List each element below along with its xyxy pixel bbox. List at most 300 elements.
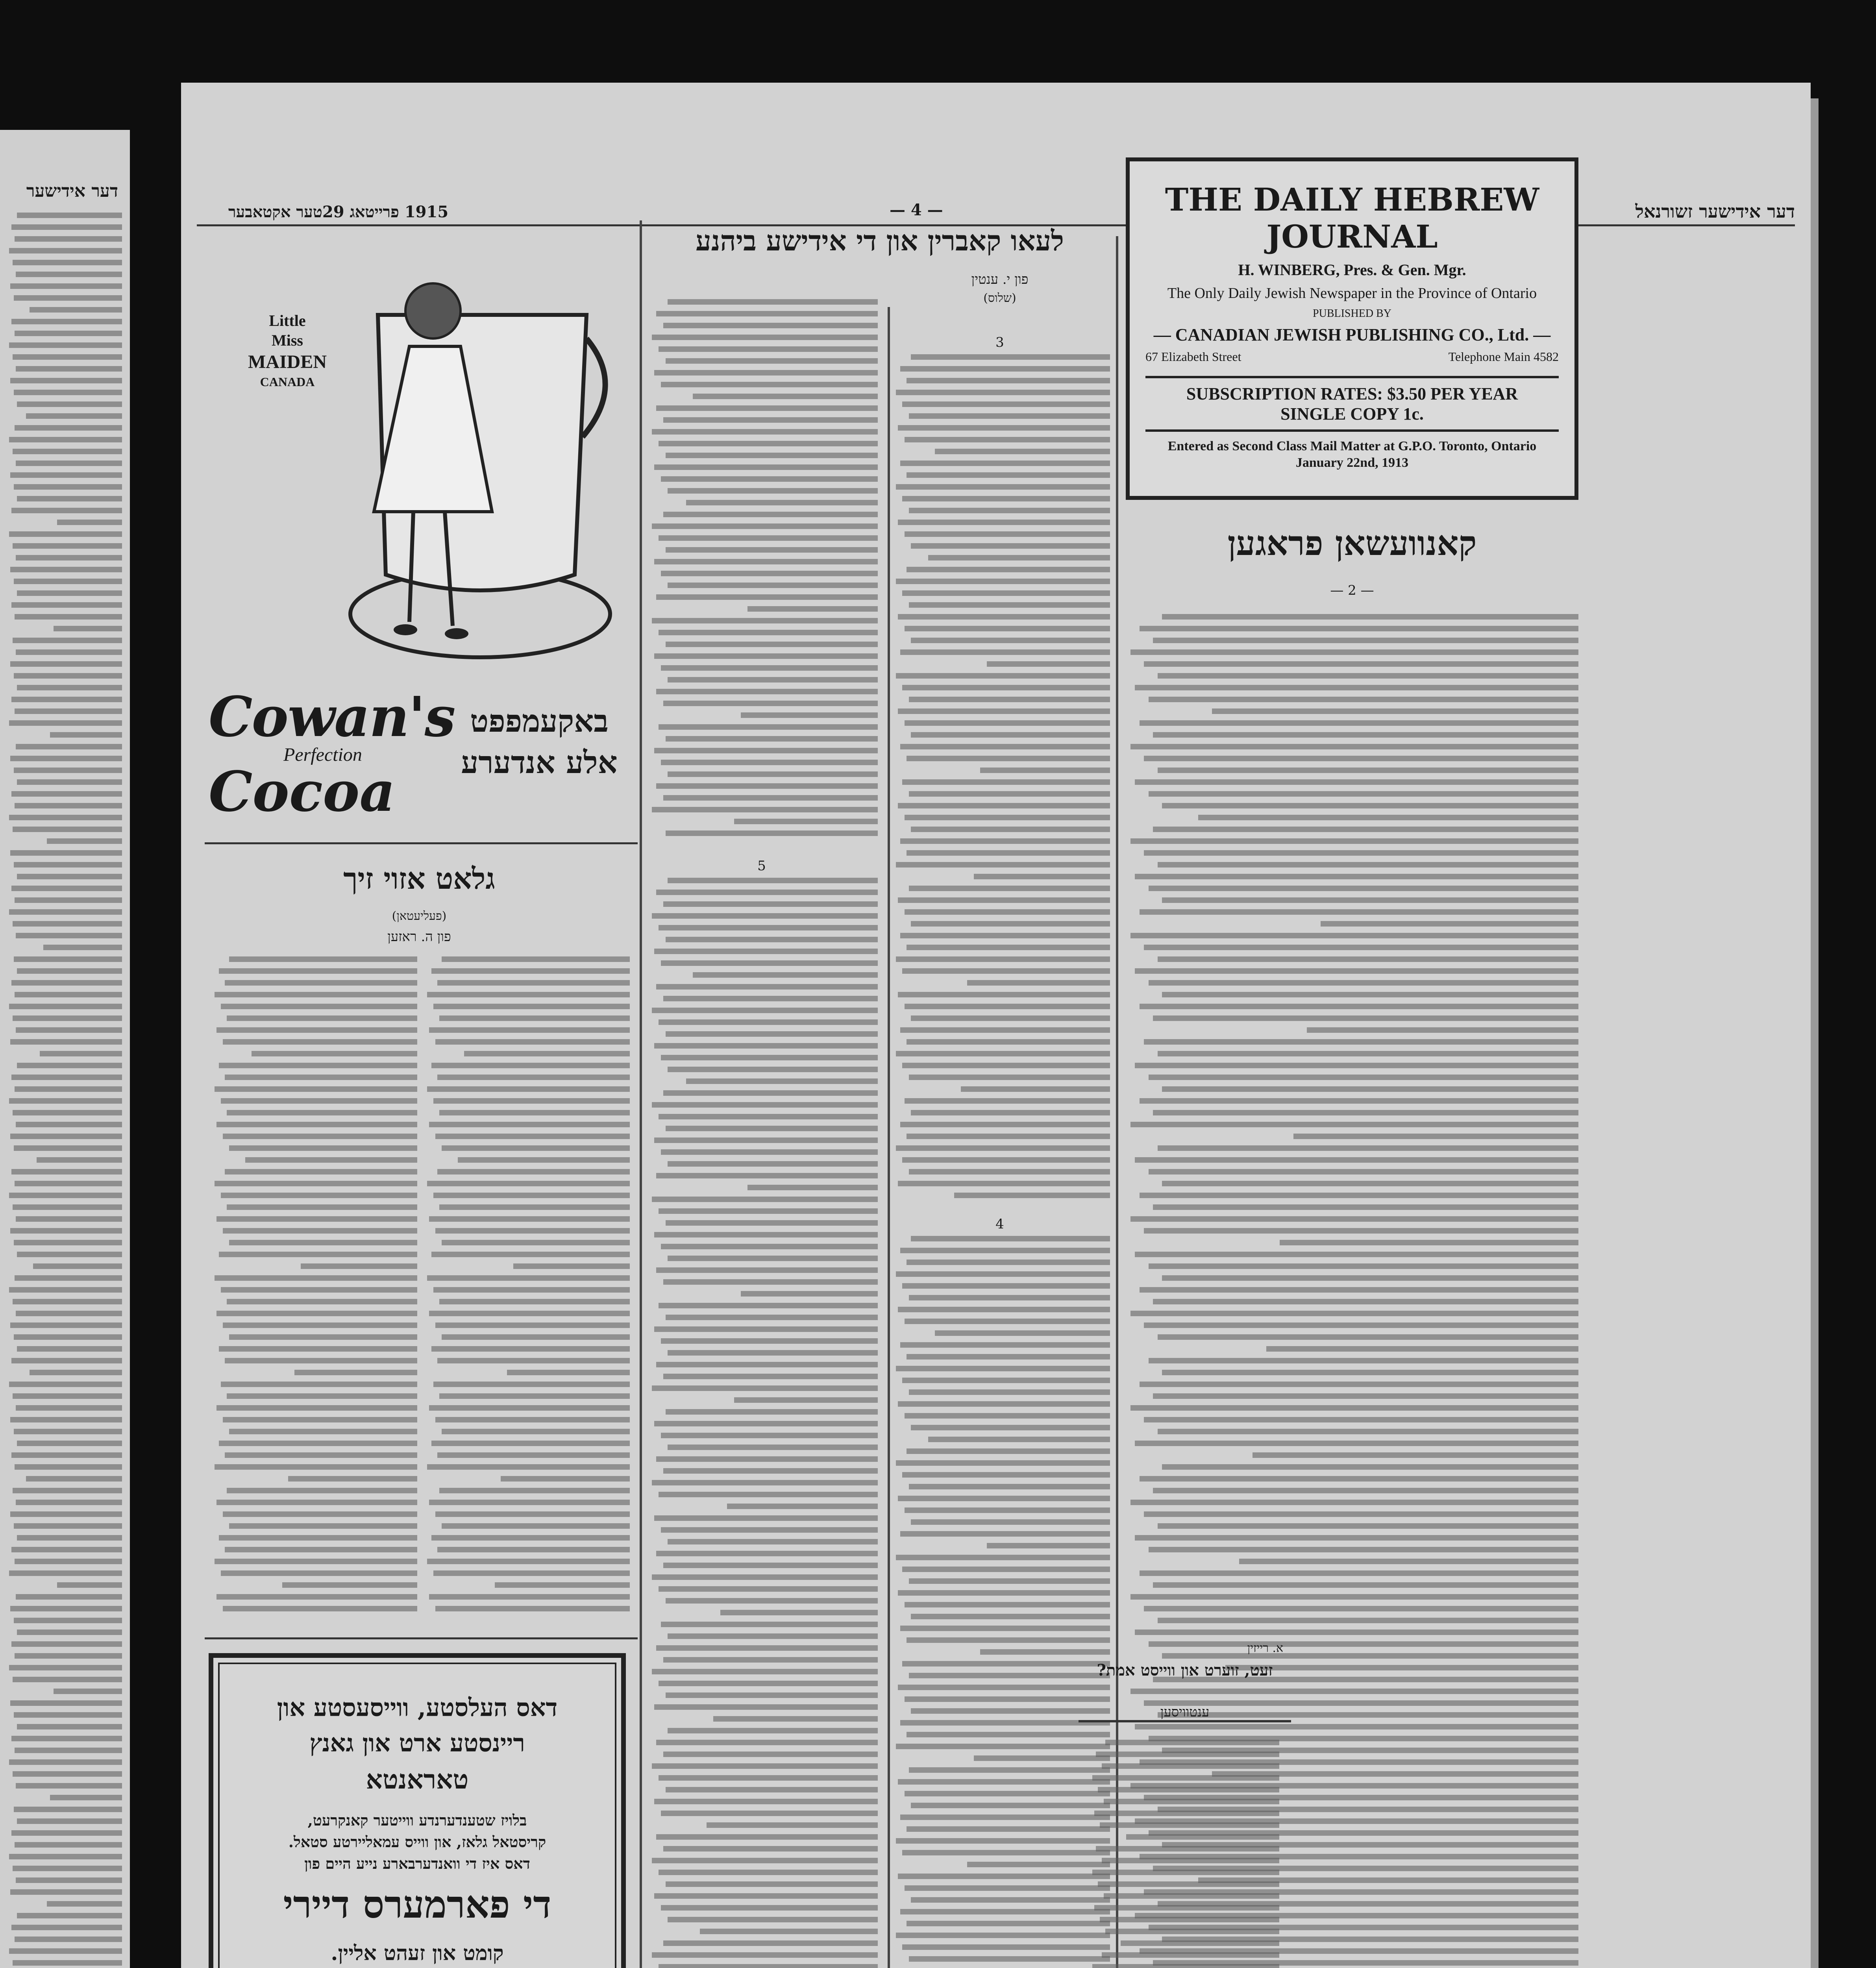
text-line — [1135, 968, 1578, 974]
text-line — [9, 1854, 122, 1859]
text-line — [1130, 1122, 1579, 1127]
text-line — [659, 1019, 878, 1025]
text-line — [909, 1295, 1110, 1300]
text-line — [1130, 1405, 1579, 1411]
text-line — [15, 1275, 122, 1281]
text-line — [11, 1736, 122, 1741]
text-line — [431, 1063, 630, 1068]
text-line — [14, 1240, 122, 1245]
text-line — [14, 768, 122, 773]
text-line — [907, 850, 1110, 856]
text-line — [900, 744, 1110, 749]
text-line — [33, 1263, 122, 1269]
text-line — [668, 1256, 878, 1261]
text-line — [225, 1169, 417, 1175]
text-line — [654, 748, 878, 753]
text-line — [666, 1220, 878, 1226]
labor-camps-title: לעאו קאברין און די אידישע ביהנע — [696, 224, 1064, 257]
text-line — [229, 956, 417, 962]
text-line — [223, 1322, 417, 1328]
text-line — [15, 1653, 122, 1659]
text-line — [1158, 956, 1579, 962]
text-line — [15, 1559, 122, 1564]
text-line — [954, 1193, 1110, 1198]
text-line — [1140, 1382, 1579, 1387]
text-line — [15, 708, 122, 714]
text-line — [898, 614, 1110, 620]
text-line — [16, 1311, 122, 1316]
text-line — [429, 1594, 630, 1600]
text-line — [219, 968, 417, 974]
text-line — [223, 1228, 417, 1234]
text-line — [693, 394, 878, 399]
text-line — [15, 236, 122, 242]
text-line — [707, 1822, 878, 1828]
text-line — [663, 1090, 878, 1096]
text-line — [727, 1504, 878, 1509]
text-line — [1307, 1027, 1578, 1033]
text-line — [1096, 1846, 1279, 1851]
text-line — [14, 1618, 122, 1623]
text-line — [654, 1893, 878, 1899]
text-line — [661, 382, 878, 387]
published-by-label: PUBLISHED BY — [1313, 307, 1391, 320]
text-line — [11, 224, 122, 230]
text-line — [219, 1535, 417, 1541]
text-line — [215, 1086, 417, 1092]
text-line — [10, 756, 122, 761]
text-line — [1126, 1834, 1279, 1840]
text-line — [905, 1791, 1110, 1796]
dairy-line-4: בלויז שטענדערנדע ווייטער קאנקרעט, — [307, 1811, 527, 1829]
text-line — [435, 1606, 630, 1611]
text-line — [668, 771, 878, 777]
text-line — [909, 602, 1110, 608]
text-line — [734, 1397, 878, 1403]
column-rule — [640, 220, 642, 1968]
text-line — [439, 1488, 630, 1493]
text-line — [14, 956, 122, 962]
glat-body-left — [213, 956, 417, 1626]
text-line — [1153, 1204, 1578, 1210]
text-line — [656, 689, 878, 694]
text-line — [1105, 1929, 1279, 1934]
text-line — [902, 1378, 1110, 1383]
text-line — [1162, 1086, 1578, 1092]
page-number: — 4 — — [890, 201, 943, 219]
text-line — [215, 1181, 417, 1186]
text-line — [427, 992, 630, 997]
text-line — [911, 1803, 1110, 1808]
text-line — [427, 1559, 630, 1564]
text-line — [1144, 1417, 1578, 1422]
cocoa-slogan-line-2: אלע אנדערע — [461, 745, 618, 781]
text-line — [229, 1429, 417, 1434]
text-line — [898, 1307, 1110, 1312]
text-line — [898, 1496, 1110, 1501]
text-line — [437, 1547, 630, 1552]
text-line — [1130, 649, 1579, 655]
text-line — [14, 1145, 122, 1151]
text-line — [435, 1417, 630, 1422]
text-line — [1140, 1098, 1579, 1104]
text-line — [301, 1263, 417, 1269]
text-line — [900, 1531, 1110, 1537]
text-line — [437, 1075, 630, 1080]
text-line — [898, 520, 1110, 525]
text-line — [11, 980, 122, 986]
text-line — [216, 1311, 417, 1316]
text-line — [1094, 1811, 1279, 1816]
text-line — [654, 1043, 878, 1049]
text-line — [16, 461, 122, 466]
text-line — [900, 1248, 1110, 1253]
text-line — [15, 614, 122, 620]
text-line — [57, 520, 122, 525]
text-line — [905, 1885, 1110, 1891]
text-line — [225, 1358, 417, 1363]
text-line — [10, 850, 122, 856]
text-line — [659, 1492, 878, 1497]
text-line — [666, 642, 878, 647]
text-line — [656, 1834, 878, 1840]
text-line — [1158, 768, 1579, 773]
text-line — [720, 1610, 878, 1615]
text-line — [967, 980, 1110, 986]
text-line — [429, 1216, 630, 1222]
text-line — [666, 1787, 878, 1792]
text-line — [11, 886, 122, 891]
text-line — [427, 1275, 630, 1281]
text-line — [15, 331, 122, 336]
text-line — [1149, 886, 1579, 891]
text-line — [11, 602, 122, 608]
text-line — [666, 830, 878, 836]
text-line — [652, 1763, 878, 1769]
text-line — [1102, 1858, 1279, 1863]
text-line — [1140, 909, 1579, 915]
text-line — [16, 1594, 122, 1600]
text-line — [225, 980, 417, 986]
text-line — [656, 1645, 878, 1651]
text-line — [11, 508, 122, 513]
text-line — [911, 1425, 1110, 1430]
girl-illustration — [342, 268, 618, 701]
text-line — [666, 1315, 878, 1320]
text-line — [668, 677, 878, 683]
text-line — [17, 685, 122, 690]
text-line — [13, 1771, 122, 1777]
text-line — [668, 583, 878, 588]
text-line — [663, 1468, 878, 1474]
text-line — [1153, 1393, 1578, 1399]
text-line — [900, 1122, 1110, 1127]
canada-question-subtitle: — 2 — — [1330, 583, 1374, 598]
text-line — [11, 697, 122, 702]
text-line — [1149, 1169, 1579, 1175]
text-line — [1121, 1940, 1279, 1946]
text-line — [666, 1409, 878, 1415]
text-line — [1144, 1322, 1578, 1328]
text-line — [216, 1216, 417, 1222]
text-line — [16, 1783, 122, 1789]
previous-page-header: דער אידישער — [26, 181, 118, 201]
text-line — [659, 1303, 878, 1308]
text-line — [666, 736, 878, 742]
text-line — [17, 1063, 122, 1068]
labor-camps-note: (שלוס) — [983, 291, 1016, 305]
text-line — [227, 1015, 417, 1021]
text-line — [1149, 980, 1579, 986]
text-line — [10, 1511, 122, 1517]
text-line — [661, 1811, 878, 1816]
text-line — [1149, 1075, 1579, 1080]
text-line — [1321, 921, 1579, 927]
text-line — [898, 1181, 1110, 1186]
text-line — [935, 449, 1110, 454]
text-line — [734, 819, 878, 824]
text-line — [437, 1452, 630, 1458]
text-line — [911, 1614, 1110, 1619]
masthead-title: THE DAILY HEBREW JOURNAL — [1165, 181, 1539, 255]
text-line — [1266, 1346, 1579, 1352]
text-line — [663, 1752, 878, 1757]
text-line — [905, 1602, 1110, 1607]
text-line — [666, 1881, 878, 1887]
text-line — [928, 1437, 1110, 1442]
text-line — [652, 913, 878, 919]
text-line — [1153, 1299, 1578, 1304]
dairy-line-3: טאראנטא — [366, 1764, 469, 1795]
text-line — [11, 1641, 122, 1647]
text-line — [15, 1181, 122, 1186]
text-line — [1144, 1228, 1578, 1234]
text-line — [663, 701, 878, 706]
text-line — [223, 1606, 417, 1611]
mail-entry-notice: Entered as Second Class Mail Matter at G.P.O. Toronto, Ontario — [1167, 439, 1537, 453]
text-line — [652, 335, 878, 340]
text-line — [9, 720, 122, 726]
text-line — [427, 1181, 630, 1186]
text-line — [16, 1027, 122, 1033]
text-line — [17, 874, 122, 879]
text-line — [898, 425, 1110, 431]
text-line — [928, 555, 1110, 560]
truth-box-author: א. רייזין — [1247, 1641, 1283, 1655]
text-line — [659, 441, 878, 446]
text-line — [987, 1543, 1110, 1548]
text-line — [15, 1464, 122, 1470]
text-line — [656, 594, 878, 600]
text-line — [652, 618, 878, 623]
text-line — [1280, 1240, 1578, 1245]
text-line — [507, 1370, 630, 1375]
text-line — [656, 1551, 878, 1556]
text-line — [659, 1964, 878, 1968]
text-line — [227, 1488, 417, 1493]
text-line — [661, 960, 878, 966]
text-line — [663, 1279, 878, 1285]
text-line — [902, 1567, 1110, 1572]
text-line — [911, 921, 1110, 927]
text-line — [659, 1870, 878, 1875]
text-line — [654, 1326, 878, 1332]
text-line — [656, 1267, 878, 1273]
dairy-line-1: דאס העלסטע, ווייסעסטע און — [277, 1693, 558, 1722]
ad-divider — [205, 1637, 638, 1639]
text-line — [911, 1236, 1110, 1241]
text-line — [227, 1393, 417, 1399]
text-line — [17, 1346, 122, 1352]
text-line — [1239, 1559, 1579, 1564]
text-line — [9, 1948, 122, 1954]
text-line — [429, 1122, 630, 1127]
text-line — [907, 567, 1110, 572]
text-line — [896, 390, 1110, 395]
text-line — [686, 1078, 878, 1084]
text-line — [429, 1405, 630, 1411]
text-line — [1158, 1429, 1579, 1434]
text-line — [219, 1252, 417, 1257]
text-line — [9, 342, 122, 348]
text-line — [661, 1055, 878, 1060]
text-line — [1153, 827, 1578, 832]
text-line — [1140, 1287, 1579, 1293]
text-line — [16, 1405, 122, 1411]
text-line — [1140, 1476, 1579, 1482]
text-line — [10, 1700, 122, 1706]
text-line — [905, 531, 1110, 537]
text-line — [221, 1004, 417, 1009]
paper-name: דער אידישער זשורנאל — [1635, 201, 1795, 222]
labor-camps-author: פון י. ענטין — [971, 272, 1029, 287]
text-line — [663, 901, 878, 907]
text-line — [900, 1814, 1110, 1820]
subscription-rates: SUBSCRIPTION RATES: $3.50 PER YEAR — [1186, 384, 1518, 403]
text-line — [439, 1015, 630, 1021]
text-line — [9, 1759, 122, 1765]
text-line — [1144, 1606, 1578, 1611]
text-line — [10, 283, 122, 289]
text-line — [215, 1275, 417, 1281]
text-line — [221, 1570, 417, 1576]
text-line — [1105, 1740, 1279, 1745]
text-line — [1135, 1252, 1578, 1257]
text-line — [16, 1500, 122, 1505]
text-line — [47, 838, 122, 844]
text-line — [661, 1622, 878, 1627]
labor-camps-body-col-c — [649, 299, 878, 850]
text-line — [663, 996, 878, 1001]
text-line — [54, 626, 122, 631]
text-line — [439, 1393, 630, 1399]
text-line — [433, 1382, 630, 1387]
text-line — [909, 1169, 1110, 1175]
text-line — [898, 803, 1110, 808]
text-line — [15, 992, 122, 997]
text-line — [896, 1366, 1110, 1371]
text-line — [9, 248, 122, 253]
glat-author: פון ה. ראזען — [387, 929, 451, 945]
text-line — [902, 968, 1110, 974]
text-line — [37, 1157, 122, 1163]
masthead-telephone: Telephone Main 4582 — [1448, 350, 1559, 364]
text-line — [435, 1039, 630, 1045]
text-line — [911, 1110, 1110, 1115]
text-line — [668, 1539, 878, 1544]
text-line — [668, 1917, 878, 1922]
text-line — [663, 1940, 878, 1946]
text-line — [656, 405, 878, 411]
text-line — [431, 968, 630, 974]
text-line — [654, 1515, 878, 1521]
text-line — [1162, 1464, 1578, 1470]
text-line — [13, 827, 122, 832]
text-line — [435, 1322, 630, 1328]
text-line — [14, 390, 122, 395]
labor-camps-section-3: 3 — [995, 335, 1004, 350]
text-line — [431, 1441, 630, 1446]
text-line — [668, 1350, 878, 1356]
text-line — [668, 1633, 878, 1639]
text-line — [1102, 1952, 1279, 1958]
text-line — [215, 1464, 417, 1470]
glat-note: (פעליעטאן) — [392, 909, 447, 923]
text-line — [909, 508, 1110, 513]
text-line — [654, 559, 878, 564]
text-line — [654, 1704, 878, 1710]
text-line — [659, 1681, 878, 1686]
dairy-big-name: די פארמערס דיירי — [283, 1882, 551, 1927]
text-line — [437, 1169, 630, 1175]
text-line — [902, 685, 1110, 690]
glat-title: גלאט אזוי זיך — [343, 862, 495, 896]
logo-maiden: MAIDEN — [248, 351, 327, 372]
masthead-box — [1126, 157, 1578, 500]
text-line — [17, 590, 122, 596]
labor-camps-body-col-d — [649, 878, 878, 1968]
text-line — [13, 1866, 122, 1871]
text-line — [980, 768, 1110, 773]
text-line — [663, 1374, 878, 1379]
text-line — [14, 1523, 122, 1529]
text-line — [1162, 992, 1578, 997]
text-line — [219, 1346, 417, 1352]
text-line — [1153, 1488, 1578, 1493]
text-line — [1098, 1787, 1279, 1792]
text-line — [666, 1598, 878, 1604]
text-line — [513, 1263, 630, 1269]
text-line — [40, 1051, 122, 1056]
labor-camps-body-col-a — [894, 354, 1110, 1212]
text-line — [896, 1933, 1110, 1938]
text-line — [17, 496, 122, 501]
text-line — [905, 1004, 1110, 1009]
text-line — [16, 933, 122, 938]
text-line — [911, 1519, 1110, 1525]
text-line — [654, 653, 878, 659]
text-line — [666, 1692, 878, 1698]
text-line — [1162, 803, 1578, 808]
masthead-contact-row — [1130, 350, 1574, 364]
text-line — [225, 1452, 417, 1458]
text-line — [1153, 1110, 1578, 1115]
text-line — [429, 1311, 630, 1316]
text-line — [911, 1897, 1110, 1903]
text-line — [907, 1826, 1110, 1832]
text-line — [223, 1511, 417, 1517]
text-line — [1293, 1134, 1579, 1139]
